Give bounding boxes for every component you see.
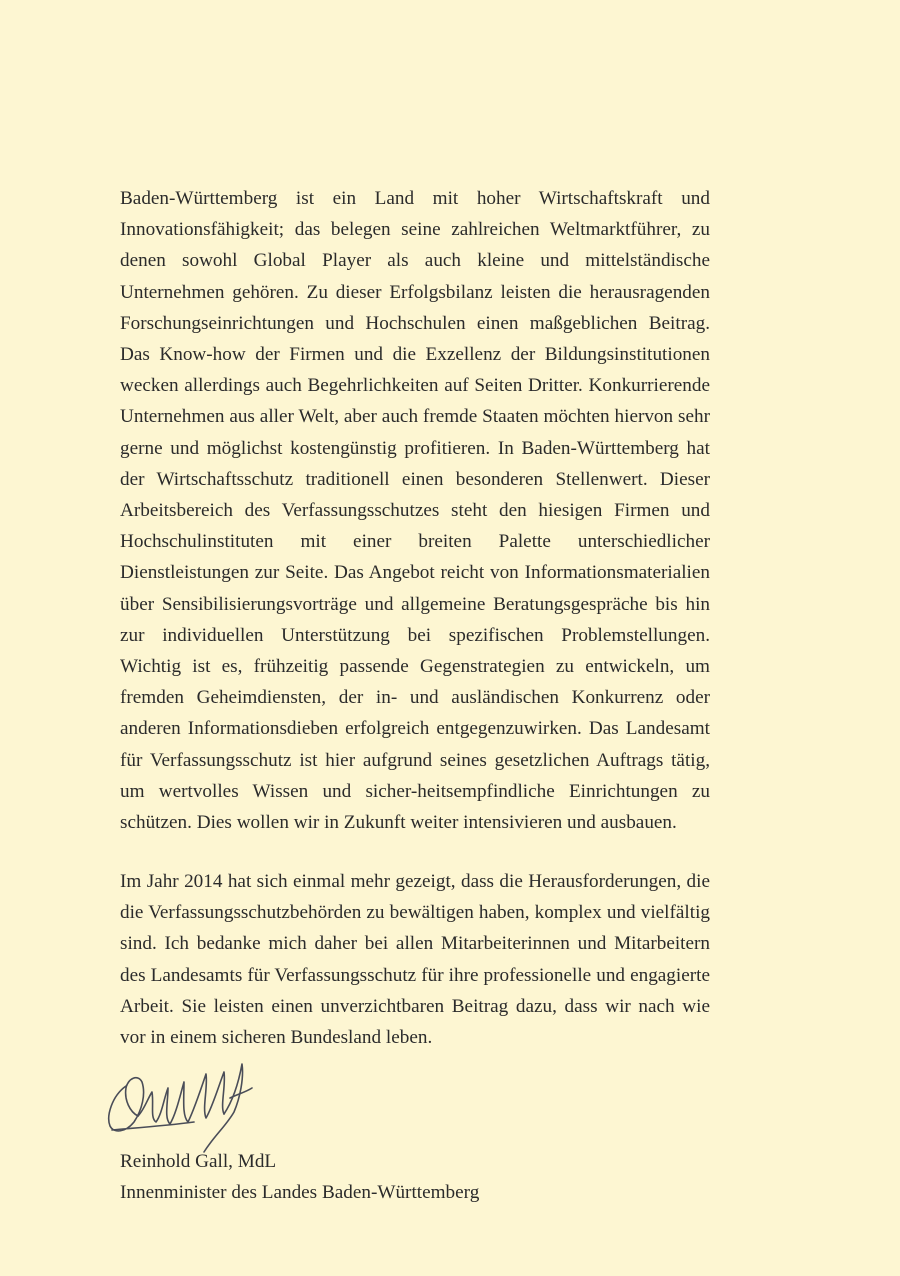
handwritten-signature <box>104 1052 264 1156</box>
letter-paragraph-1: Baden-Württemberg ist ein Land mit hoher Wirtschaftskraft und Innovationsfähigkeit; das belegen seine zahlreichen Weltmarktführer, zu denen sowohl Global Player als auch kleine und mittelständische Unternehmen gehören. Zu dieser Erfolgsbilanz leisten die herausragenden Forschungseinrichtungen und Hochschulen einen maßgeblichen Beitrag. Das Know-how der Firmen und die Exzellenz der Bildungsinstitutionen wecken allerdings auch Begehrlichkeiten auf Seiten Dritter. Konkurrierende Unternehmen aus aller Welt, aber auch fremde Staaten möchten hiervon sehr gerne und möglichst kostengünstig profitieren. In Baden-Württemberg hat der Wirtschaftsschutz traditionell einen besonderen Stellenwert. Dieser Arbeitsbereich des Verfassungsschutzes steht den hiesigen Firmen und Hochschulinstituten mit einer breiten Palette unterschiedlicher Dienstleistungen zur Seite. Das Angebot reicht von Informationsmaterialien über Sensibilisierungsvorträge und allgemeine Beratungsgespräche bis hin zur individuellen Unterstützung bei spezifischen Problemstellungen. Wichtig ist es, frühzeitig passende Gegenstrategien zu entwickeln, um fremden Geheimdiensten, der in- und ausländischen Konkurrenz oder anderen Informationsdieben erfolgreich entgegenzuwirken. Das Landesamt für Verfassungsschutz ist hier aufgrund seines gesetzlichen Auftrags tätig, um wertvolles Wissen und sicher-heitsempfindliche Einrichtungen zu schützen. Dies wollen wir in Zukunft weiter intensivieren und ausbauen. <box>120 188 710 834</box>
letter-paragraph-2: Im Jahr 2014 hat sich einmal mehr gezeigt, dass die Herausforderungen, die die Verfassungsschutzbehörden zu bewältigen haben, komplex und vielfältig sind. Ich bedanke mich daher bei allen Mitarbeiterinnen und Mitarbeitern des Landesamts für Verfassungsschutz für ihre professionelle und engagierte Arbeit. Sie leisten einen unverzichtbaren Beitrag dazu, dass wir nach wie vor in einem sicheren Bundesland leben. <box>120 871 710 1049</box>
signer-name: Reinhold Gall, MdL <box>120 1151 277 1172</box>
signer-title: Innenminister des Landes Baden-Württemberg <box>120 1182 480 1203</box>
